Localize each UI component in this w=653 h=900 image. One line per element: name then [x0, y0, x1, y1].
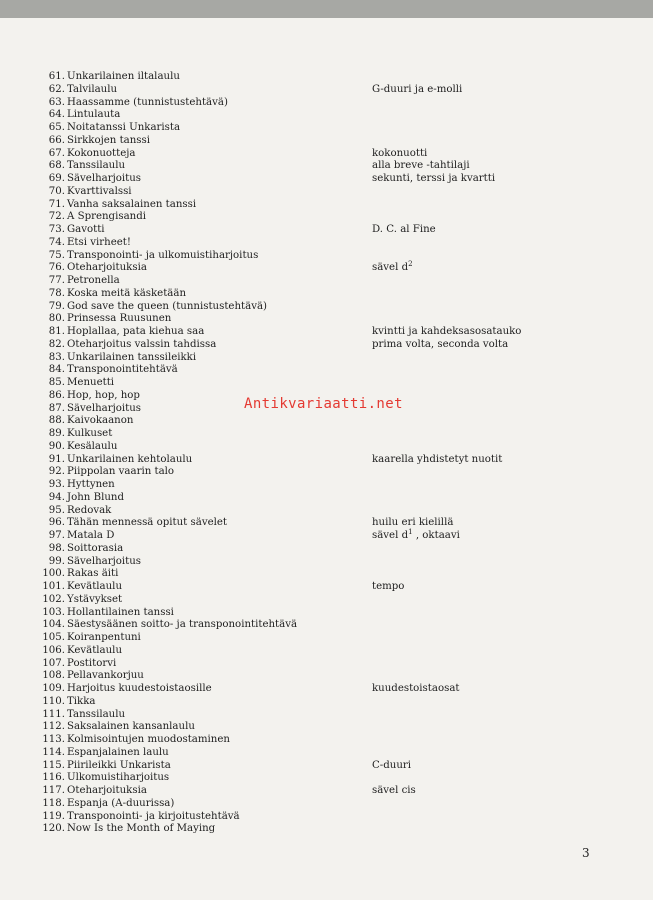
entry-note-text: C-duuri	[372, 759, 412, 771]
entry-title: Kolmisointujen muodostaminen	[67, 734, 230, 745]
list-item	[0, 798, 653, 811]
entry-title: Noitatanssi Unkarista	[67, 122, 181, 133]
entry-title: Ulkomuistiharjoitus	[67, 772, 170, 784]
entry-note-suffix: , oktaavi	[412, 530, 460, 541]
entry-number: 111.	[42, 708, 65, 720]
entry-title: Lintulauta	[67, 109, 121, 121]
entry-note-text: kuudestoistaosat	[372, 683, 460, 694]
entry-number: 86.	[48, 389, 65, 401]
entry-title: God save the queen (tunnistustehtävä)	[67, 300, 267, 312]
entry-number: 109.	[42, 683, 65, 694]
entry-title: Tanssilaulu	[67, 708, 126, 720]
entry-title: Hoplallaa, pata kiehua saa	[67, 326, 205, 337]
entry-note	[372, 454, 502, 467]
entry-number: 114.	[42, 746, 65, 758]
entry-title: Espanja (A-duurissa)	[67, 797, 175, 809]
entry-title: Hollantilainen tanssi	[67, 606, 174, 618]
entry-number: 61.	[48, 71, 65, 82]
entry-number: 106.	[42, 644, 65, 656]
entry-title: Pellavankorjuu	[67, 670, 144, 682]
list-item	[0, 811, 653, 824]
entry-number: 73.	[48, 224, 65, 235]
entry-title: Kulkuset	[67, 428, 113, 439]
entry-note	[372, 160, 470, 173]
entry-number: 80.	[48, 313, 65, 325]
entry-number: 100.	[42, 568, 65, 580]
entry-note	[372, 785, 416, 798]
list-item	[0, 173, 653, 186]
page-number: 3	[582, 846, 590, 860]
entry-number: 99.	[48, 555, 65, 567]
entry-title: Koska meitä käsketään	[67, 287, 187, 299]
entry-title: Harjoitus kuudestoistaosille	[67, 683, 212, 694]
list-item	[0, 594, 653, 607]
entry-number: 119.	[42, 810, 65, 822]
entry-title: Sävelharjoitus	[67, 173, 142, 184]
list-item	[0, 339, 653, 352]
watermark: Antikvariaatti.net	[244, 396, 403, 412]
entry-title: Talvilaulu	[67, 83, 118, 95]
entry-number: 97.	[48, 530, 65, 541]
list-item	[0, 632, 653, 645]
list-item	[0, 760, 653, 773]
entry-number: 105.	[42, 632, 65, 643]
entry-note-text: sävel d	[372, 530, 409, 541]
entry-title: Sävelharjoitus	[67, 555, 142, 567]
list-item	[0, 186, 653, 199]
entry-number: 90.	[48, 440, 65, 452]
entry-title: Unkarilainen kehtolaulu	[67, 453, 193, 465]
entry-number: 118.	[42, 797, 65, 809]
entry-number: 108.	[42, 670, 65, 682]
list-item	[0, 275, 653, 288]
entry-number: 95.	[48, 504, 65, 516]
list-item	[0, 211, 653, 224]
list-item	[0, 148, 653, 161]
entry-number: 110.	[42, 695, 65, 707]
list-item	[0, 785, 653, 798]
entry-title: Tähän mennessä opitut sävelet	[67, 517, 227, 529]
list-item	[0, 237, 653, 250]
list-item	[0, 352, 653, 365]
list-item	[0, 479, 653, 492]
entry-note	[372, 84, 462, 97]
entry-number: 117.	[42, 785, 65, 796]
entry-number: 64.	[48, 109, 65, 121]
entry-number: 79.	[48, 300, 65, 312]
list-item	[0, 199, 653, 212]
entry-note	[372, 262, 413, 275]
entry-title: A Sprengisandi	[67, 211, 146, 223]
entry-title: Sävelharjoitus	[67, 402, 142, 414]
entry-number: 67.	[48, 147, 65, 159]
list-item	[0, 454, 653, 467]
entry-number: 98.	[48, 542, 65, 554]
entry-title: Transponointitehtävä	[67, 364, 178, 376]
list-item	[0, 288, 653, 301]
list-item	[0, 250, 653, 263]
list-item	[0, 109, 653, 122]
entry-title: Tikka	[67, 695, 96, 707]
list-item	[0, 377, 653, 390]
entry-title: Koiranpentuni	[67, 632, 141, 643]
entry-title: Matala D	[67, 530, 115, 541]
entry-number: 72.	[48, 211, 65, 223]
entry-note	[372, 224, 436, 237]
entry-title: Kesälaulu	[67, 440, 118, 452]
entry-note-text: sävel cis	[372, 785, 416, 796]
entry-title: Petronella	[67, 275, 120, 286]
list-item	[0, 441, 653, 454]
entry-number: 84.	[48, 364, 65, 376]
list-item	[0, 670, 653, 683]
list-item	[0, 747, 653, 760]
entry-title: Oteharjoitus valssin tahdissa	[67, 338, 217, 350]
list-item	[0, 301, 653, 314]
list-item	[0, 823, 653, 836]
list-item	[0, 160, 653, 173]
entry-title: Tanssilaulu	[67, 160, 126, 172]
entry-note	[372, 581, 404, 594]
entry-number: 113.	[42, 734, 65, 745]
entry-title: Menuetti	[67, 377, 115, 388]
entry-note	[372, 148, 427, 161]
list-item	[0, 658, 653, 671]
list-item	[0, 683, 653, 696]
list-item	[0, 709, 653, 722]
entry-number: 88.	[48, 415, 65, 427]
entry-number: 63.	[48, 96, 65, 108]
list-item	[0, 696, 653, 709]
list-item	[0, 71, 653, 84]
entry-number: 83.	[48, 351, 65, 363]
entry-number: 81.	[48, 326, 65, 337]
entry-number: 93.	[48, 479, 65, 490]
entry-number: 107.	[42, 657, 65, 669]
entry-number: 68.	[48, 160, 65, 172]
entry-number: 71.	[48, 198, 65, 210]
entry-number: 62.	[48, 83, 65, 95]
entry-title: Unkarilainen iltalaulu	[67, 71, 180, 82]
entry-note-text: kaarella yhdistetyt nuotit	[372, 453, 503, 465]
entry-note-text: huilu eri kielillä	[372, 517, 454, 529]
list-item	[0, 364, 653, 377]
entry-note-text: kvintti ja kahdeksasosatauko	[372, 326, 522, 337]
entry-number: 115.	[42, 759, 65, 771]
entry-title: Kokonuotteja	[67, 147, 136, 159]
entry-note-text: sävel d	[372, 262, 409, 274]
entry-note-text: prima volta, seconda volta	[372, 338, 509, 350]
list-item	[0, 84, 653, 97]
entry-title: Oteharjoituksia	[67, 785, 147, 796]
entry-number: 104.	[42, 619, 65, 631]
entry-note-text: sekunti, terssi ja kvartti	[372, 173, 496, 184]
entry-number: 103.	[42, 606, 65, 618]
entry-title: Now Is the Month of Maying	[67, 823, 216, 835]
list-item	[0, 556, 653, 569]
list-item	[0, 543, 653, 556]
list-item	[0, 645, 653, 658]
list-item	[0, 581, 653, 594]
entry-number: 76.	[48, 262, 65, 274]
entry-number: 91.	[48, 453, 65, 465]
list-item	[0, 505, 653, 518]
entry-note	[372, 326, 521, 339]
entry-number: 112.	[42, 721, 65, 733]
entry-title: Rakas äiti	[67, 568, 119, 580]
entry-title: Postitorvi	[67, 657, 117, 669]
list-item	[0, 415, 653, 428]
list-item	[0, 492, 653, 505]
entry-number: 74.	[48, 236, 65, 248]
entry-number: 94.	[48, 491, 65, 503]
entry-title: Hop, hop, hop	[67, 389, 140, 401]
entry-title: Ystävykset	[67, 593, 123, 605]
entry-number: 69.	[48, 173, 65, 184]
list-item	[0, 428, 653, 441]
entry-title: Sirkkojen tanssi	[67, 134, 151, 146]
entry-title: Kaivokaanon	[67, 415, 134, 427]
entry-title: Piirileikki Unkarista	[67, 759, 171, 771]
list-item	[0, 262, 653, 275]
entry-number: 96.	[48, 517, 65, 529]
entry-note	[372, 173, 495, 186]
entry-title: Oteharjoituksia	[67, 262, 147, 274]
entry-title: Kevätlaulu	[67, 644, 123, 656]
list-item	[0, 568, 653, 581]
entry-title: Soittorasia	[67, 542, 124, 554]
entry-note-superscript: 2	[408, 260, 413, 269]
entry-note-text: D. C. al Fine	[372, 224, 436, 235]
entry-number: 75.	[48, 249, 65, 261]
entry-title: Transponointi- ja ulkomuistiharjoitus	[67, 249, 259, 261]
list-item	[0, 517, 653, 530]
entry-title: Etsi virheet!	[67, 236, 131, 248]
entry-note-text: kokonuotti	[372, 147, 428, 159]
entry-number: 87.	[48, 402, 65, 414]
entry-note	[372, 530, 460, 543]
entry-number: 78.	[48, 287, 65, 299]
entry-note-text: alla breve -tahtilaji	[372, 160, 470, 172]
entry-title: Redovak	[67, 504, 112, 516]
list-item	[0, 326, 653, 339]
entry-number: 92.	[48, 466, 65, 478]
list-item	[0, 607, 653, 620]
list-item	[0, 224, 653, 237]
entry-title: Saksalainen kansanlaulu	[67, 721, 195, 733]
entry-note-text: G-duuri ja e-molli	[372, 83, 463, 95]
entry-number: 65.	[48, 122, 65, 133]
entry-note	[372, 760, 411, 773]
entry-number: 116.	[42, 772, 65, 784]
entry-title: Transponointi- ja kirjoitustehtävä	[67, 810, 240, 822]
entry-title: Piippolan vaarin talo	[67, 466, 175, 478]
entry-title: John Blund	[67, 491, 124, 503]
entry-number: 120.	[42, 823, 65, 835]
entry-title: Kevätlaulu	[67, 581, 123, 592]
list-item	[0, 122, 653, 135]
entry-title: Haassamme (tunnistustehtävä)	[67, 96, 228, 108]
list-item	[0, 135, 653, 148]
entry-title: Prinsessa Ruusunen	[67, 313, 172, 325]
entry-title: Hyttynen	[67, 479, 115, 490]
entry-number: 102.	[42, 593, 65, 605]
entry-number: 77.	[48, 275, 65, 286]
list-item	[0, 619, 653, 632]
entry-title: Kvarttivalssi	[67, 185, 132, 197]
entry-note-text: tempo	[372, 581, 405, 592]
entry-note	[372, 683, 459, 696]
entry-title: Espanjalainen laulu	[67, 746, 169, 758]
list-item	[0, 97, 653, 110]
list-item	[0, 530, 653, 543]
list-item	[0, 466, 653, 479]
entry-note	[372, 339, 508, 352]
list-item	[0, 313, 653, 326]
entry-note-superscript: 1	[408, 528, 413, 536]
entry-title: Gavotti	[67, 224, 105, 235]
entry-number: 89.	[48, 428, 65, 439]
entry-number: 82.	[48, 338, 65, 350]
entry-number: 66.	[48, 134, 65, 146]
list-item	[0, 721, 653, 734]
entry-title: Unkarilainen tanssileikki	[67, 351, 197, 363]
contents-list	[0, 71, 653, 836]
entry-title: Vanha saksalainen tanssi	[67, 198, 197, 210]
scan-top-edge	[0, 0, 653, 18]
entry-number: 70.	[48, 185, 65, 197]
list-item	[0, 772, 653, 785]
entry-number: 101.	[42, 581, 65, 592]
entry-title: Säestysäänen soitto- ja transponointitehtävä	[67, 619, 298, 631]
list-item	[0, 734, 653, 747]
entry-number: 85.	[48, 377, 65, 388]
